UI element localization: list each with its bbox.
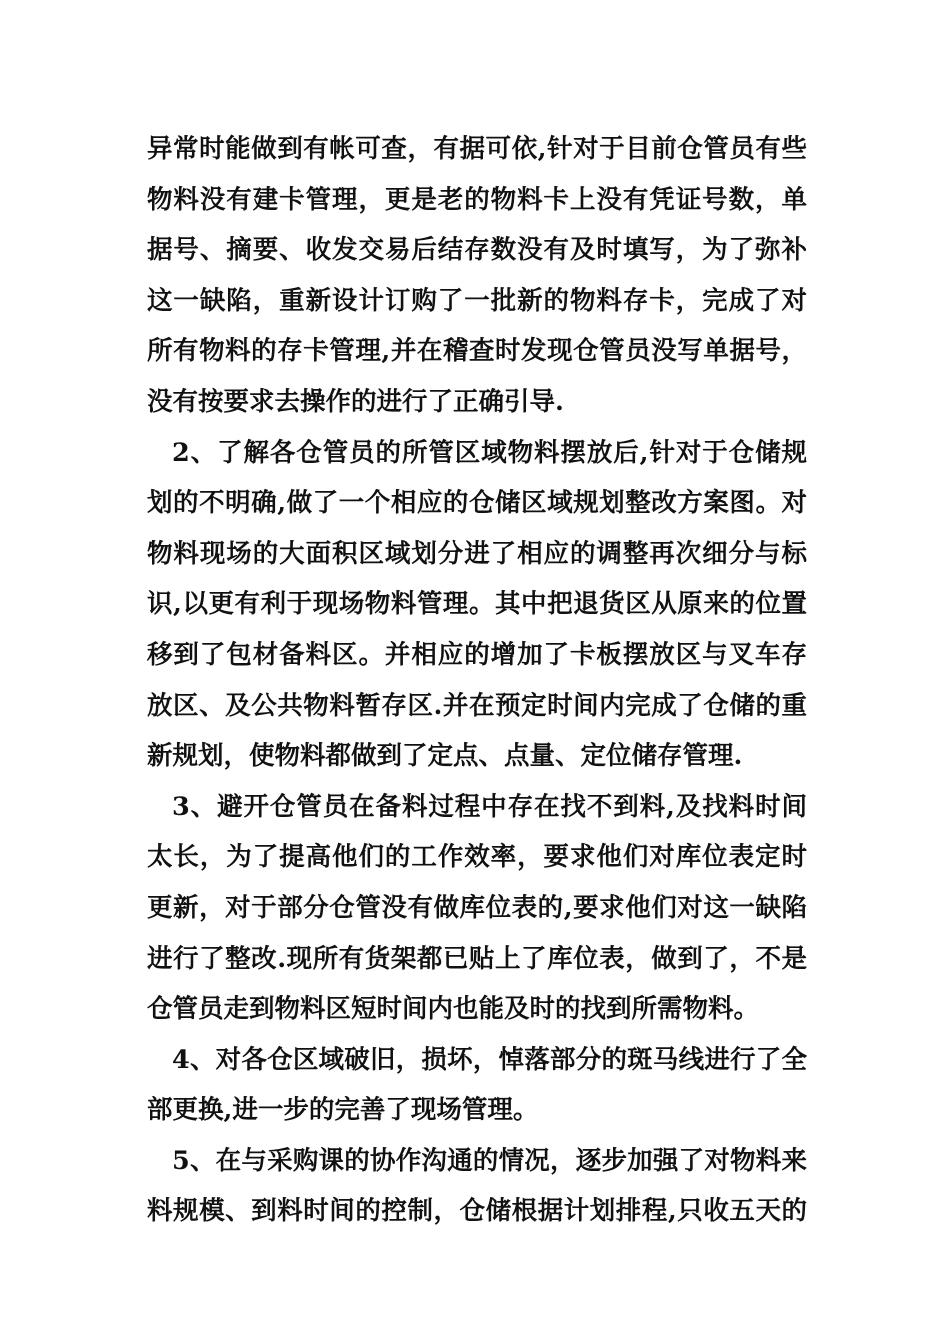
body-text — [147, 124, 807, 1237]
text-line: 料规模、到料时间的控制，仓储根据计划排程,只收五天的 — [147, 1196, 807, 1227]
text-line: 放区、及公共物料暂存区.并在预定时间内完成了仓储的重 — [147, 690, 807, 721]
text-line: 据号、摘要、收发交易后结存数没有及时填写，为了弥补 — [147, 235, 807, 266]
text-line: 没有按要求去操作的进行了正确引导. — [147, 386, 564, 417]
text-line: 太长，为了提高他们的工作效率，要求他们对库位表定时 — [147, 842, 807, 873]
text-line: 移到了包材备料区。并相应的增加了卡板摆放区与叉车存 — [147, 639, 807, 670]
text-line: 识,以更有利于现场物料管理。其中把退货区从原来的位置 — [147, 589, 807, 620]
text-line: 划的不明确,做了一个相应的仓储区域规划整改方案图。对 — [147, 488, 807, 519]
text-line: 异常时能做到有帐可查，有据可依,针对于目前仓管员有些 — [147, 134, 807, 164]
text-line: 4、对各仓区域破旧，损坏，悼落部分的斑马线进行了全 — [172, 1044, 807, 1075]
text-line: 所有物料的存卡管理,并在稽查时发现仓管员没写单据号， — [147, 336, 807, 367]
text-line: 更新，对于部分仓管没有做库位表的,要求他们对这一缺陷 — [147, 892, 807, 923]
text-line: 物料现场的大面积区域划分进了相应的调整再次细分与标 — [147, 538, 807, 569]
text-line: 2、了解各仓管员的所管区域物料摆放后,针对于仓储规 — [172, 437, 807, 468]
text-line: 物料没有建卡管理，更是老的物料卡上没有凭证号数，单 — [147, 184, 807, 215]
text-line: 这一缺陷，重新设计订购了一批新的物料存卡，完成了对 — [147, 285, 807, 316]
text-line: 新规划，使物料都做到了定点、点量、定位储存管理. — [147, 741, 743, 772]
text-line: 5、在与采购课的协作沟通的情况，逐步加强了对物料来 — [172, 1145, 807, 1176]
text-line: 进行了整改.现所有货架都已贴上了库位表，做到了，不是 — [147, 943, 807, 974]
text-line: 仓管员走到物料区短时间内也能及时的找到所需物料。 — [147, 994, 760, 1025]
text-line: 3、避开仓管员在备料过程中存在找不到料,及找料时间 — [172, 791, 807, 822]
text-line: 部更换,进一步的完善了现场管理。 — [147, 1095, 539, 1126]
